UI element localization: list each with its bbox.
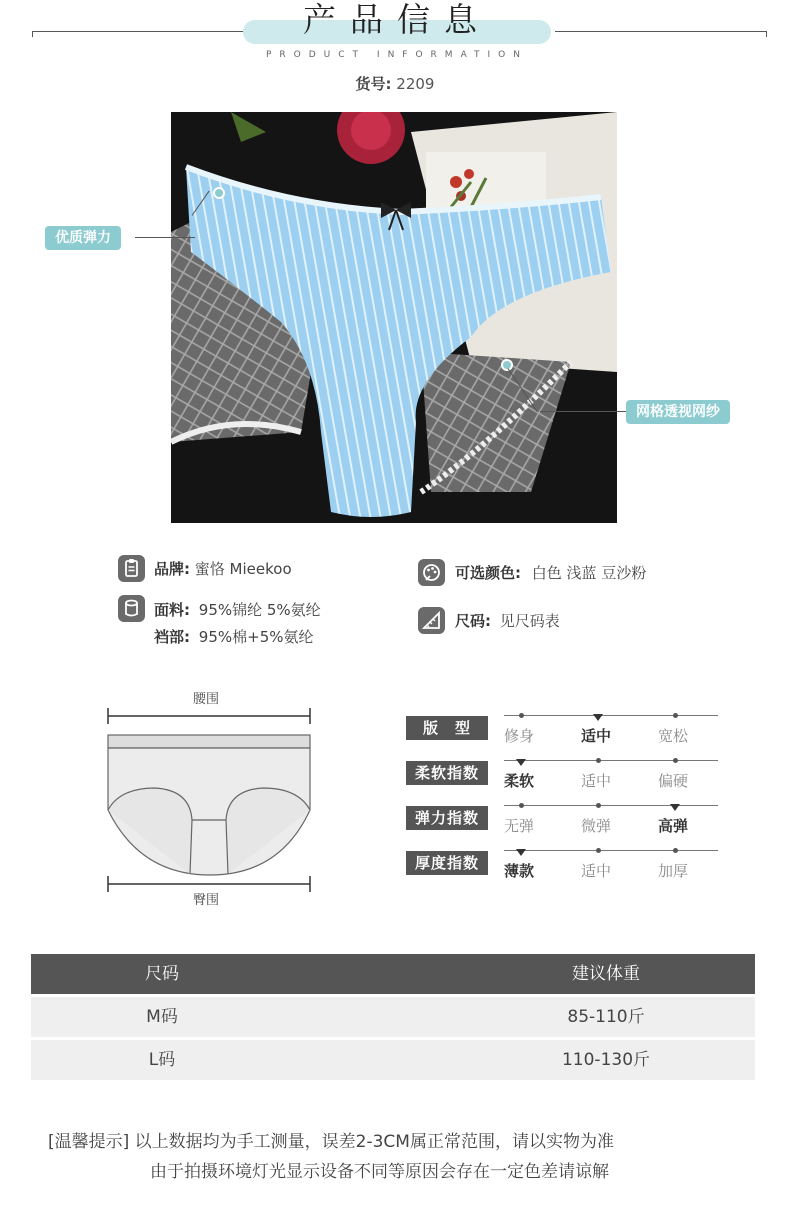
fabric-roll-icon (118, 595, 145, 622)
header-left-rule (32, 31, 262, 37)
item-number-value: 2209 (396, 75, 435, 93)
table-cell-weight: 85-110斤 (567, 1007, 645, 1027)
scale-option: 偏硬 (658, 772, 689, 790)
size-table (31, 954, 755, 1083)
scale-track (504, 805, 718, 806)
callout-elasticity: 优质弹力 (45, 226, 121, 250)
scale-selected-marker (516, 849, 526, 856)
scale-option: 适中 (581, 862, 612, 880)
spec-brand-label: 品牌: (154, 560, 190, 578)
scale-tick (519, 713, 524, 718)
scale-tick (596, 848, 601, 853)
spec-colors (455, 562, 646, 583)
palette-icon (418, 559, 445, 586)
scale-tick (673, 713, 678, 718)
scale-tick (673, 848, 678, 853)
tip-line-1: [温馨提示] 以上数据均为手工测量，误差2-3CM属正常范围，请以实物为准 (48, 1132, 614, 1152)
scale-track (504, 850, 718, 851)
spec-brand-value: 蜜恪 Mieekoo (194, 560, 292, 578)
waist-label: 腰围 (193, 692, 220, 707)
ruler-icon (418, 607, 445, 634)
spec-crotch-label: 裆部: (154, 628, 190, 646)
scale-tick (596, 803, 601, 808)
scale-selected-marker (516, 759, 526, 766)
spec-colors-value: 白色 浅蓝 豆沙粉 (531, 564, 647, 582)
scale-tick (519, 803, 524, 808)
scale-option: 微弹 (581, 817, 612, 835)
scale-option: 适中 (581, 727, 612, 745)
table-row (31, 997, 755, 1037)
table-cell-size: L码 (148, 1050, 176, 1070)
spec-crotch-value: 95%棉+5%氨纶 (198, 628, 314, 646)
item-number (0, 73, 790, 94)
scale-option: 高弹 (658, 817, 689, 835)
spec-fabric (154, 599, 321, 620)
scale-option: 柔软 (504, 772, 535, 790)
spec-colors-label: 可选颜色: (455, 564, 521, 582)
scale-selected-marker (593, 714, 603, 721)
scale-title: 厚度指数 (406, 851, 488, 875)
scale-title: 弹力指数 (406, 806, 488, 830)
spec-size-value: 见尺码表 (499, 612, 560, 630)
table-cell-size: M码 (146, 1007, 178, 1027)
table-row (31, 1040, 755, 1080)
tip-line-2: 由于拍摄环境灯光显示设备不同等原因会存在一定色差请谅解 (150, 1162, 609, 1182)
scale-option: 宽松 (658, 727, 689, 745)
scale-option: 无弹 (504, 817, 535, 835)
spec-fabric-value: 95%锦纶 5%氨纶 (198, 601, 321, 619)
scale-option: 薄款 (504, 862, 535, 880)
scale-option: 修身 (504, 727, 535, 745)
measurement-diagram (100, 700, 320, 900)
section-title: 产品信息 (303, 0, 491, 39)
clipboard-icon (118, 555, 145, 582)
callout-mesh: 网格透视网纱 (626, 400, 730, 424)
scale-tick (673, 758, 678, 763)
scale-track (504, 715, 718, 716)
item-number-label: 货号: (355, 75, 392, 93)
callout-left-dot (213, 187, 225, 199)
callout-right-connector (540, 411, 628, 412)
table-header-size: 尺码 (145, 964, 179, 984)
scale-option: 加厚 (658, 862, 689, 880)
spec-crotch (154, 626, 314, 647)
section-subtitle: PRODUCT INFORMATION (265, 50, 529, 60)
scale-option: 适中 (581, 772, 612, 790)
spec-size (455, 610, 560, 631)
scale-title: 柔软指数 (406, 761, 488, 785)
spec-brand (154, 558, 292, 579)
scale-track (504, 760, 718, 761)
product-photo (171, 112, 617, 523)
table-header-row (31, 954, 755, 994)
table-header-weight: 建议体重 (572, 964, 640, 984)
scale-selected-marker (670, 804, 680, 811)
header-right-rule (555, 31, 767, 37)
spec-fabric-label: 面料: (154, 601, 190, 619)
table-cell-weight: 110-130斤 (561, 1050, 651, 1070)
hip-label: 臀围 (193, 893, 220, 908)
callout-left-connector (135, 237, 195, 238)
spec-size-label: 尺码: (455, 612, 491, 630)
scale-title: 版 型 (406, 716, 488, 740)
scale-tick (596, 758, 601, 763)
